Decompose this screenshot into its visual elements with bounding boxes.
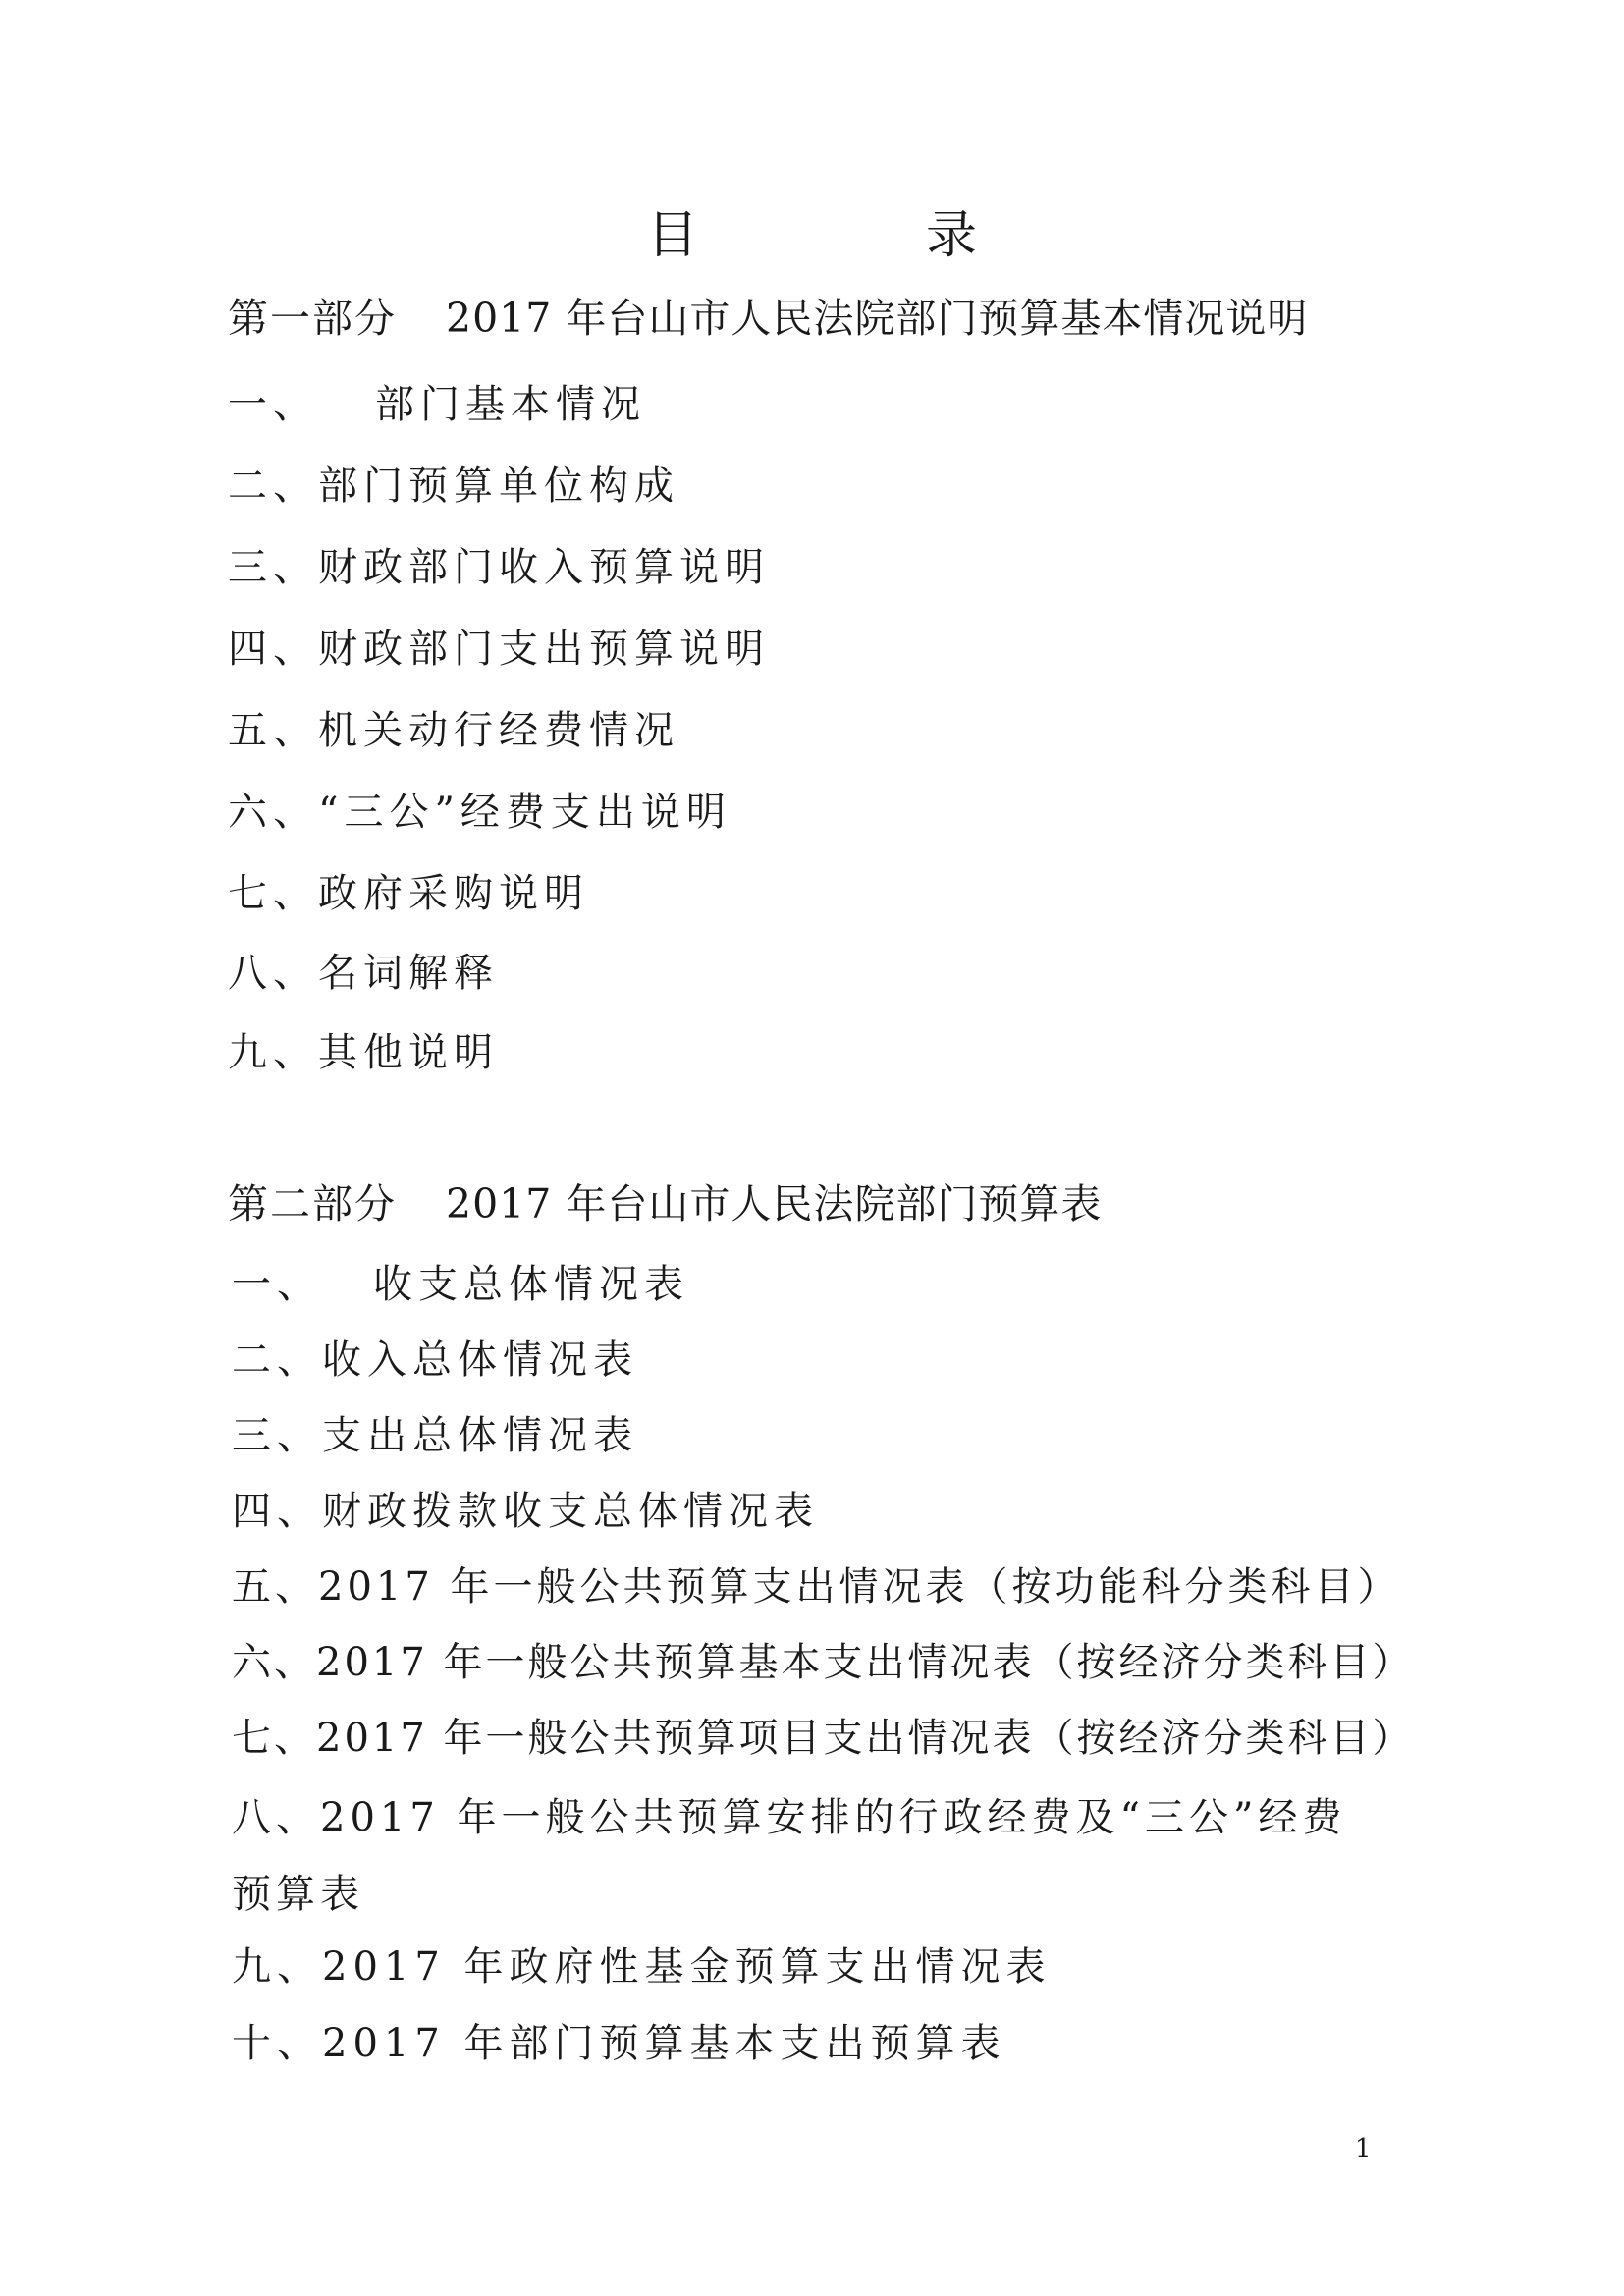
item-number: 九、 (232, 1944, 322, 1990)
item-text: 部门基本情况 (375, 382, 646, 427)
part-one-title: 2017 年台山市人民法院部门预算基本情况说明 (446, 295, 1309, 342)
part-two-item (232, 1333, 638, 1388)
item-number: 七、 (232, 1716, 316, 1761)
item-text: 2017 年一般公共预算项目支出情况表（按经济分类科目） (316, 1716, 1415, 1761)
toc-title: 目 录 (646, 206, 1065, 265)
part-one-item (228, 540, 770, 595)
item-text: 机关动行经费情况 (318, 708, 679, 753)
part-one-item (228, 1025, 499, 1080)
item-number: 六、 (228, 790, 318, 835)
part-one-item (228, 703, 679, 758)
item-text: 财政拨款收支总体情况表 (322, 1489, 819, 1534)
item-number: 七、 (228, 871, 318, 916)
part-one-item (228, 622, 770, 677)
part-one-item (228, 459, 679, 514)
part-two-item (232, 1408, 638, 1463)
item-number: 三、 (228, 545, 318, 590)
item-number: 二、 (228, 464, 318, 509)
item-text: 名词解释 (318, 951, 499, 996)
item-number: 四、 (228, 627, 318, 672)
item-text: 2017 年政府性基金预算支出情况表 (322, 1944, 1052, 1990)
item-number: 一、 (228, 382, 318, 427)
item-text: 财政部门收入预算说明 (318, 545, 770, 590)
item-text: 部门预算单位构成 (318, 464, 679, 509)
part-two-item (232, 1257, 689, 1312)
part-two-item (232, 1635, 1415, 1690)
item-text: 其他说明 (318, 1030, 499, 1075)
item-number: 一、 (232, 1262, 322, 1307)
part-one-heading (228, 291, 1308, 346)
item-number: 五、 (228, 708, 318, 753)
part-one-label: 第一部分 (228, 295, 397, 342)
item-number: 九、 (228, 1030, 318, 1075)
part-two-item (232, 1559, 1401, 1614)
part-one-item (228, 377, 646, 432)
part-one-item (228, 866, 589, 921)
item-text: 支出总体情况表 (322, 1413, 638, 1458)
item-text: 2017 年一般公共预算安排的行政经费及“三公”经费预算表 (232, 1795, 1347, 1917)
item-text: 收支总体情况表 (373, 1262, 689, 1307)
item-text: 收入总体情况表 (322, 1338, 638, 1383)
item-number: 五、 (232, 1564, 318, 1610)
item-text: 政府采购说明 (318, 871, 589, 916)
part-two-item (232, 1779, 1371, 1933)
part-one-item (228, 946, 499, 1001)
item-text: 2017 年一般公共预算支出情况表（按功能科分类科目） (318, 1564, 1401, 1610)
part-two-item (232, 2016, 1006, 2071)
part-two-item (232, 1711, 1415, 1766)
item-number: 十、 (232, 2021, 322, 2066)
part-two-item (232, 1940, 1052, 1995)
item-number: 四、 (232, 1489, 322, 1534)
part-one-item (228, 785, 731, 840)
item-text: “三公”经费支出说明 (318, 790, 731, 835)
item-number: 八、 (232, 1795, 320, 1840)
item-text: 2017 年部门预算基本支出预算表 (322, 2021, 1006, 2066)
item-number: 三、 (232, 1413, 322, 1458)
page-number: 1 (1355, 2134, 1372, 2163)
part-two-label: 第二部分 (228, 1180, 397, 1228)
item-text: 财政部门支出预算说明 (318, 627, 770, 672)
item-number: 八、 (228, 951, 318, 996)
part-two-item (232, 1484, 819, 1539)
item-number: 六、 (232, 1640, 316, 1685)
part-two-title: 2017 年台山市人民法院部门预算表 (446, 1180, 1103, 1228)
item-text: 2017 年一般公共预算基本支出情况表（按经济分类科目） (316, 1640, 1415, 1685)
part-two-heading (228, 1176, 1102, 1231)
item-number: 二、 (232, 1338, 322, 1383)
